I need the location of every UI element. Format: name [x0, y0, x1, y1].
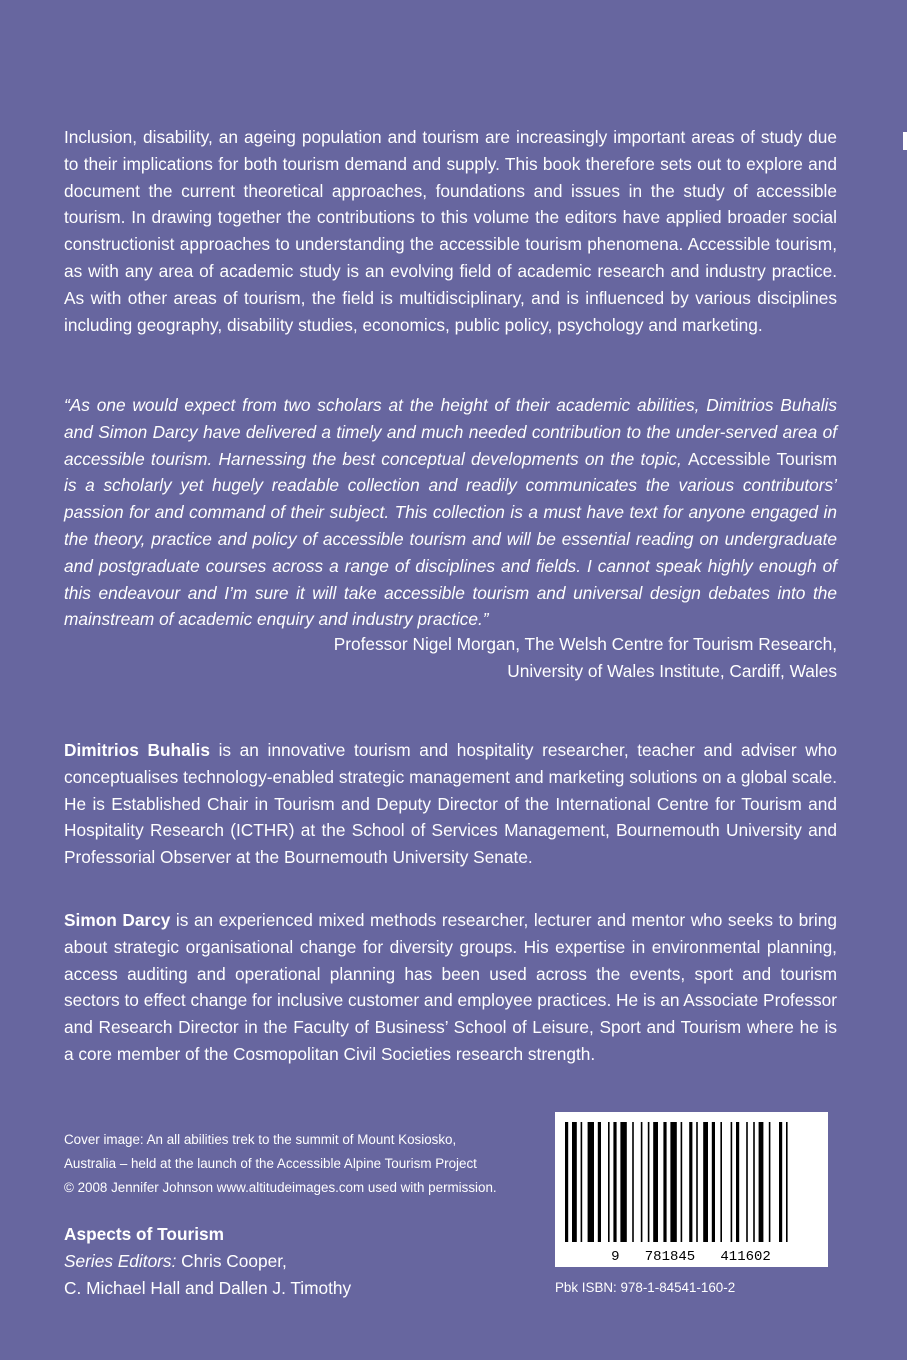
barcode-graphic [555, 1112, 828, 1267]
barcode-bar [608, 1122, 610, 1242]
isbn-barcode [555, 1112, 828, 1267]
author-name: Dimitrios Buhalis [64, 740, 210, 760]
barcode-bar [670, 1122, 676, 1242]
cover-credit-line-2: Australia – held at the launch of the Accessible Alpine Tourism Project [64, 1156, 477, 1171]
barcode-bar [746, 1122, 748, 1242]
barcode-bar [720, 1122, 722, 1242]
barcode-bar [703, 1122, 708, 1242]
series-editors-label: Series Editors: [64, 1251, 177, 1271]
series-title: Aspects of Tourism [64, 1224, 225, 1244]
barcode-bar [786, 1122, 788, 1242]
cover-credit-line-1: Cover image: An all abilities trek to the summit of Mount Kosiosko, [64, 1132, 457, 1147]
barcode-bar [588, 1122, 594, 1242]
barcode-bar [653, 1122, 658, 1242]
barcode-bar [779, 1122, 782, 1242]
barcode-bar [572, 1122, 577, 1242]
quote-attribution [137, 631, 837, 685]
barcode-bar [632, 1122, 634, 1242]
barcode-bar [648, 1122, 650, 1242]
barcode-bar [696, 1122, 698, 1242]
barcode-bar [731, 1122, 733, 1242]
series-editors-names: Chris Cooper, [176, 1251, 287, 1271]
quote-book-title: Accessible Tourism [688, 448, 837, 469]
barcode-bar [759, 1122, 764, 1242]
barcode-bar [641, 1122, 643, 1242]
quote-text-part2: is a scholarly yet hugely readable collection and readily communicates the various contributors’ passion for and command of their subject. This collection is a must have text for anyone engaged in the theory, practice and policy of accessible tourism and will be essential reading on undergraduate and postgraduate courses across a range of disciplines and fields. I cannot speak highly enough of this endeavour and I’m sure it will take accessible tourism and universal design debates into the mainstream of academic enquiry and industry practice.” [64, 475, 837, 630]
attribution-line-2: University of Wales Institute, Cardiff, Wales [507, 660, 837, 681]
barcode-bar [581, 1122, 583, 1242]
barcode-bar [620, 1122, 626, 1242]
author-bio-text: is an experienced mixed methods researcher, lecturer and mentor who seeks to bring about strategic organisational change for diversity groups. His expertise in environmental planning, access auditing and operational planning has been used across the events, sport and tourism sectors to effect change for inclusive customer and employee practices. He is an Associate Professor and Research Director in the Faculty of Business’ School of Leisure, Sport and Tourism where he is a core member of the Cosmopolitan Civil Societies research strength. [64, 910, 837, 1064]
series-info [64, 1221, 484, 1302]
barcode-bar [663, 1122, 666, 1242]
attribution-line-1: Professor Nigel Morgan, The Welsh Centre for Tourism Research, [333, 634, 837, 654]
barcode-bar [681, 1122, 683, 1242]
author-bio-buhalis [64, 737, 837, 871]
series-editors-line-1 [64, 1248, 484, 1275]
author-bio-text: is an innovative tourism and hospitality researcher, teacher and adviser who conceptualises technology-enabled strategic management and marketing solutions on a global scale. He is Established Chair in Tourism and Deputy Director of the International Centre for Tourism and Hospitality Research (ICTHR) at the School of Services Management, Bournemouth University and Professorial Observer at the Bournemouth University Senate. [64, 740, 838, 868]
edge-mark [903, 132, 907, 150]
cover-image-credit [64, 1128, 564, 1200]
author-name: Simon Darcy [64, 910, 171, 930]
barcode-bar [613, 1122, 616, 1242]
quote-text-part1: “As one would expect from two scholars at the height of their academic abilities, Dimitrios Buhalis and Simon Darcy have delivered a timely and much needed contribution to the under-served area of accessible tourism. Harnessing the best conceptual developments on the topic, [64, 395, 837, 469]
isbn-label: Pbk ISBN: 978-1-84541-160-2 [555, 1280, 736, 1295]
book-description: Inclusion, disability, an ageing population and tourism are increasingly important areas of study due to their implications for both tourism demand and supply. This book therefore sets out to explore and document the current theoretical approaches, foundations and issues in the study of accessible tourism. In drawing together the contributions to this volume the editors have applied broader social constructionist approaches to understanding the accessible tourism phenomena. Accessible tourism, as with any area of academic study is an evolving field of academic research and industry practice. As with other areas of tourism, the field is multidisciplinary, and is influenced by various disciplines including geography, disability studies, economics, public policy, psychology and marketing. [64, 127, 837, 335]
series-editors-line-2: C. Michael Hall and Dallen J. Timothy [64, 1278, 352, 1298]
cover-credit-line-3: © 2008 Jennifer Johnson www.altitudeimages.com used with permission. [64, 1180, 497, 1195]
barcode-bar [736, 1122, 739, 1242]
barcode-bar [712, 1122, 715, 1242]
endorsement-quote [64, 392, 837, 633]
barcode-bar [689, 1122, 692, 1242]
barcode-bar [565, 1122, 568, 1242]
barcode-digits: 9 781845 411602 [611, 1249, 771, 1265]
barcode-bar [753, 1122, 755, 1242]
barcode-bar [598, 1122, 601, 1242]
barcode-bar [769, 1122, 771, 1242]
author-bio-darcy [64, 907, 837, 1068]
